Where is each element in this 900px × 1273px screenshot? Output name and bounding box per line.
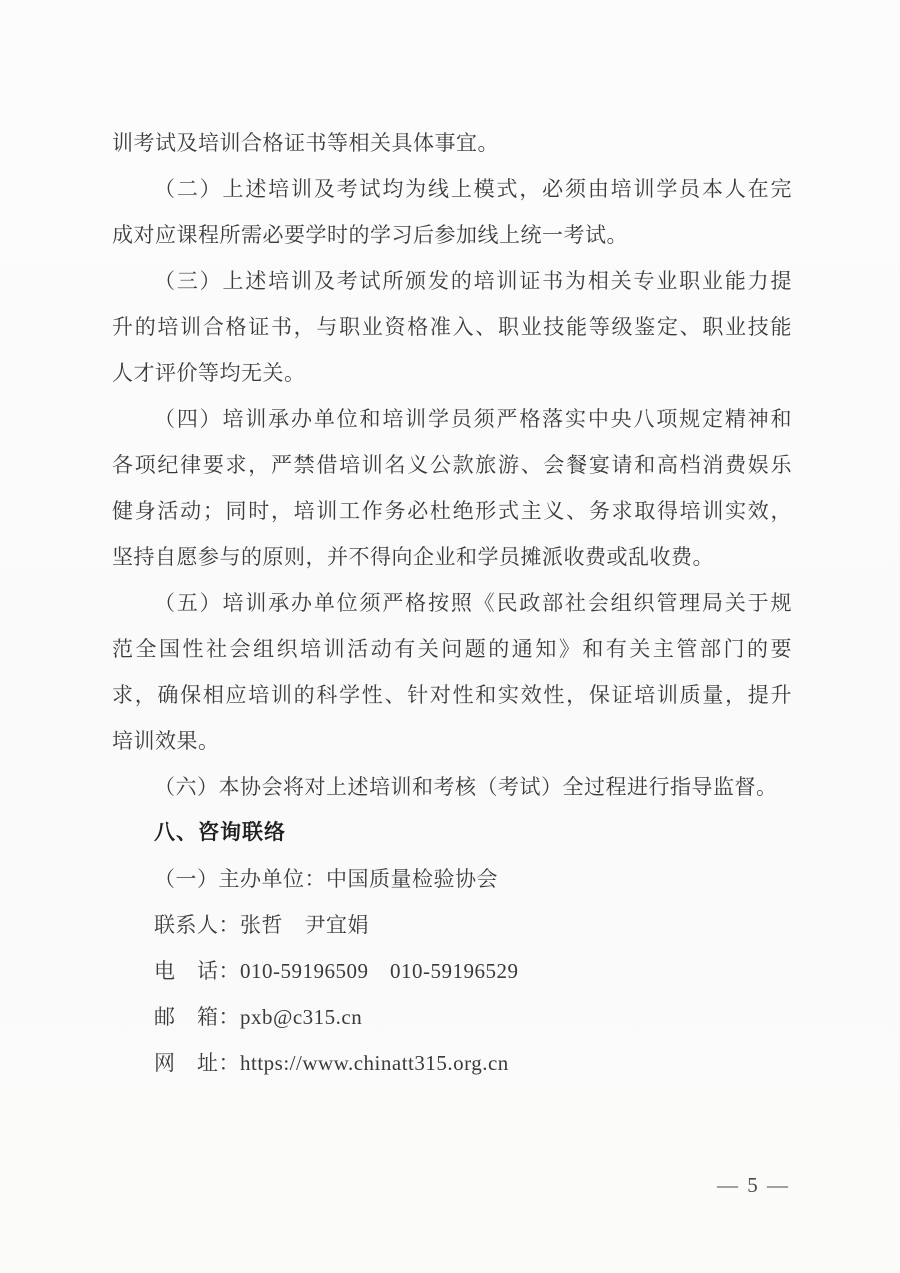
text-line: 各项纪律要求，严禁借培训名义公款旅游、会餐宴请和高档消费娱乐 xyxy=(112,453,792,477)
text-line: 培训效果。 xyxy=(112,729,220,753)
text-line: 邮 箱：pxb@c315.cn xyxy=(154,1005,363,1029)
text-line: 升的培训合格证书，与职业资格准入、职业技能等级鉴定、职业技能 xyxy=(112,315,792,339)
text-line: （二）上述培训及考试均为线上模式，必须由培训学员本人在完 xyxy=(154,177,792,201)
text-line: （一）主办单位：中国质量检验协会 xyxy=(154,867,498,891)
text-line: （三）上述培训及考试所颁发的培训证书为相关专业职业能力提 xyxy=(154,269,792,293)
text-line: 人才评价等均无关。 xyxy=(112,361,306,385)
section-heading: 八、咨询联络 xyxy=(154,821,286,844)
text-line: 网 址：https://www.chinatt315.org.cn xyxy=(154,1051,509,1075)
text-line: （六）本协会将对上述培训和考核（考试）全过程进行指导监督。 xyxy=(154,775,778,799)
text-line: 联系人：张哲 尹宜娟 xyxy=(154,913,369,937)
text-line: 健身活动；同时，培训工作务必杜绝形式主义、务求取得培训实效， xyxy=(112,499,792,523)
page-number: — 5 — xyxy=(717,1173,790,1197)
text-line: 范全国性社会组织培训活动有关问题的通知》和有关主管部门的要 xyxy=(112,637,792,661)
text-line: 电 话：010-59196509 010-59196529 xyxy=(154,959,519,983)
text-line: （四）培训承办单位和培训学员须严格落实中央八项规定精神和 xyxy=(154,407,792,431)
text-line: 训考试及培训合格证书等相关具体事宜。 xyxy=(112,131,499,155)
text-line: （五）培训承办单位须严格按照《民政部社会组织管理局关于规 xyxy=(154,591,792,615)
text-line: 求，确保相应培训的科学性、针对性和实效性，保证培训质量，提升 xyxy=(112,683,792,707)
text-line: 坚持自愿参与的原则，并不得向企业和学员摊派收费或乱收费。 xyxy=(112,545,714,569)
text-line: 成对应课程所需必要学时的学习后参加线上统一考试。 xyxy=(112,223,628,247)
